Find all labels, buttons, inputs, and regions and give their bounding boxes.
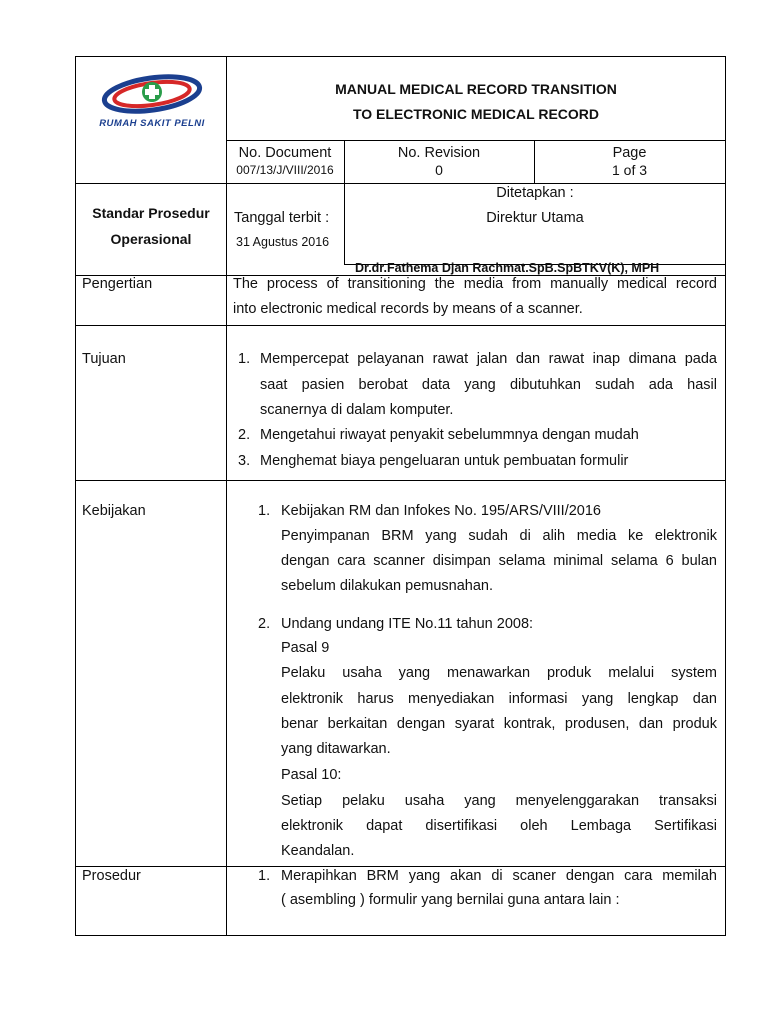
prosedur-item-1-line2: ( asembling ) formulir yang bernilai guna antara lain : [281, 892, 620, 908]
doc-number-label: No. Document [238, 145, 332, 161]
kebijakan-item-1-line1: Penyimpanan BRM yang sudah di alih media ke elektronik [281, 528, 717, 544]
pasal-9-line4: yang ditawarkan. [281, 741, 391, 757]
page-value: 1 of 3 [611, 162, 648, 178]
kebijakan-item-2-heading: Undang undang ITE No.11 tahun 2008: [281, 616, 534, 632]
kebijakan-item-1-number: 1. [258, 503, 271, 519]
pengertian-line2: into electronic medical records by means of a scanner. [233, 301, 583, 317]
header-row-divider [226, 140, 726, 141]
revision-value: 0 [435, 162, 443, 178]
tujuan-item-3-line1: Menghemat biaya pengeluaran untuk pembuatan formulir [260, 453, 629, 469]
table-border-bottom [75, 935, 726, 936]
set-by-label: Ditetapkan : [496, 185, 574, 201]
pasal-9-line2: elektronik harus menyediakan informasi yang lengkap dan [281, 691, 717, 707]
kebijakan-item-1-line2: dengan cara scanner disimpan selama minimal selama 6 bulan [281, 553, 717, 569]
pengertian-line1: The process of transitioning the media from manually medical record [233, 276, 717, 292]
issued-date-value: 31 Agustus 2016 [236, 235, 330, 249]
pengertian-divider [75, 325, 726, 326]
tujuan-item-1-line2: saat pasien berobat data yang dibutuhkan sudah ada hasil [260, 377, 717, 393]
prosedur-label: Prosedur [82, 868, 141, 884]
prosedur-item-1-line1: Merapihkan BRM yang akan di scaner dengan cara memilah [281, 868, 717, 884]
table-border-top [75, 56, 726, 57]
tujuan-divider [75, 480, 726, 481]
kebijakan-item-2-number: 2. [258, 616, 271, 632]
prosedur-item-1-number: 1. [258, 868, 271, 884]
tujuan-item-3-number: 3. [238, 453, 251, 469]
spo-title-line2: Operasional [110, 231, 192, 247]
signatory-name: Dr.dr.Fathema Djan Rachmat.SpB.SpBTKV(K), MPH [355, 261, 660, 275]
tujuan-label: Tujuan [82, 351, 126, 367]
doc-number-value: 007/13/J/VIII/2016 [236, 163, 334, 177]
tujuan-item-2-number: 2. [238, 427, 251, 443]
hospital-logo [82, 66, 222, 136]
revision-label: No. Revision [397, 145, 481, 161]
column-divider [226, 56, 227, 936]
document-title-line1: MANUAL MEDICAL RECORD TRANSITION [335, 81, 617, 97]
issued-date-label: Tanggal terbit : [234, 210, 330, 226]
pasal-10-line2: elektronik dapat disertifikasi oleh Lembaga Sertifikasi [281, 818, 717, 834]
kebijakan-item-1-line3: sebelum dilakukan pemusnahan. [281, 578, 493, 594]
logo-text: RUMAH SAKIT PELNI [99, 118, 205, 129]
kebijakan-item-1-heading: Kebijakan RM dan Infokes No. 195/ARS/VIII/2016 [281, 503, 601, 519]
set-by-role: Direktur Utama [486, 210, 584, 226]
pasal-9-line1: Pelaku usaha yang menawarkan produk melalui system [281, 665, 717, 681]
pasal-9-line3: benar berkaitan dengan syarat kontrak, produsen, dan produk [281, 716, 717, 732]
pasal-10-line1: Setiap pelaku usaha yang menyelenggarakan transaksi [281, 793, 717, 809]
document-title-line2: TO ELECTRONIC MEDICAL RECORD [352, 106, 600, 122]
pasal-10-heading: Pasal 10: [281, 767, 342, 783]
pasal-10-line3: Keandalan. [281, 843, 355, 859]
pengertian-label: Pengertian [82, 276, 153, 292]
tujuan-item-1-number: 1. [238, 351, 251, 367]
spo-title-line1: Standar Prosedur [92, 205, 210, 221]
kebijakan-label: Kebijakan [82, 503, 146, 519]
tujuan-item-1-line1: Mempercepat pelayanan rawat jalan dan rawat inap dimana pada [260, 351, 717, 367]
page-label: Page [612, 145, 647, 161]
tujuan-item-1-line3: scanernya di dalam komputer. [260, 402, 454, 418]
pasal-9-heading: Pasal 9 [281, 640, 330, 656]
table-border-left [75, 56, 76, 936]
tujuan-item-2-line1: Mengetahui riwayat penyakit sebelummnya dengan mudah [260, 427, 639, 443]
